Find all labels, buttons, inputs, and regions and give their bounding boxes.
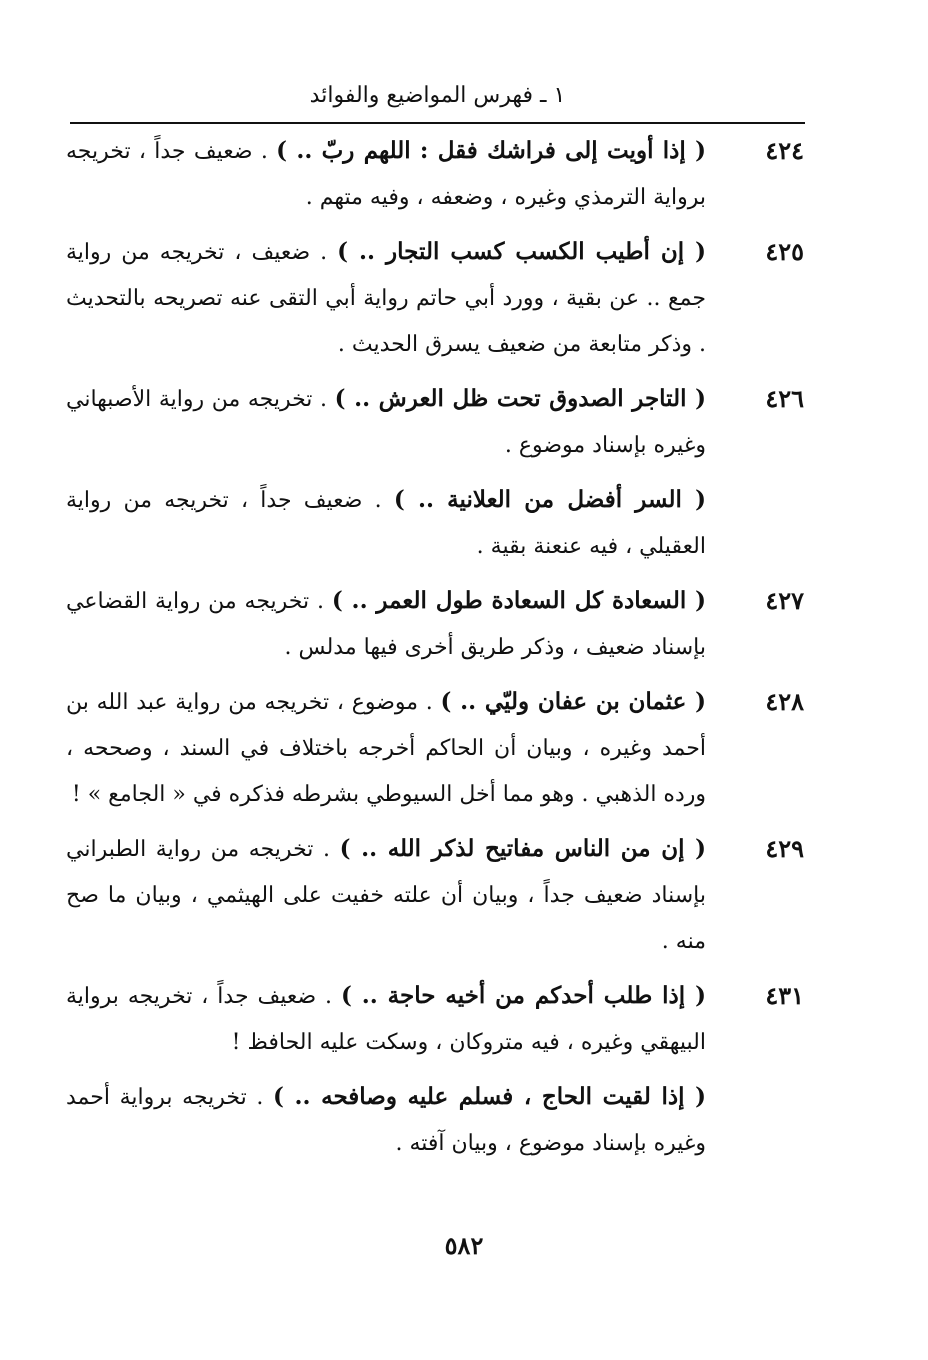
- entry-text: . موضوع ، تخريجه من رواية عبد الله بن أحمد وغيره ، وبيان أن الحاكم أخرجه باختلاف في السند ، وصححه ، ورده الذهبي . وهو مما أخل السيوطي بشرطه فذكره في « الجامع » !: [66, 690, 706, 807]
- entry-number: ٤٣١: [765, 981, 804, 1010]
- index-entry: [66, 1074, 814, 1167]
- entry-body: [66, 679, 706, 818]
- index-entry: [66, 826, 814, 965]
- header-divider: [70, 122, 805, 124]
- entry-body: [66, 826, 706, 965]
- hadith-title: ( إذا أويت إلى فراشك فقل : اللهم ربّ .. ): [276, 137, 707, 164]
- hadith-title: ( إذا طلب أحدكم من أخيه حاجة .. ): [340, 982, 706, 1009]
- index-entries: [66, 128, 814, 1175]
- page-number: ٥٨٢: [444, 1231, 484, 1260]
- entry-text: . تخريجه من رواية الطبراني بإسناد ضعيف جداً ، وبيان أن علته خفيت على الهيثمي ، وبيان ما صح منه .: [66, 837, 706, 954]
- hadith-title: ( عثمان بن عفان وليّي .. ): [440, 688, 706, 715]
- hadith-title: ( إن من الناس مفاتيح لذكر الله .. ): [339, 835, 707, 862]
- entry-number: ٤٢٥: [765, 237, 804, 266]
- index-entry: [66, 973, 814, 1066]
- entry-number: ٤٢٩: [765, 834, 804, 863]
- entry-body: [66, 578, 706, 671]
- entry-text: . تخريجه من رواية القضاعي بإسناد ضعيف ، وذكر طريق أخرى فيها مدلس .: [66, 589, 706, 660]
- hadith-title: ( التاجر الصدوق تحت ظل العرش .. ): [334, 385, 706, 412]
- hadith-title: ( إذا لقيت الحاج ، فسلم عليه وصافحه .. ): [272, 1083, 706, 1110]
- index-entry: [66, 229, 814, 368]
- index-entry: [66, 376, 814, 469]
- entry-body: [66, 376, 706, 469]
- entry-number: ٤٢٧: [765, 586, 804, 615]
- entry-body: [66, 229, 706, 368]
- entry-body: [66, 477, 706, 570]
- entry-number: ٤٢٨: [765, 687, 804, 716]
- index-entry: [66, 128, 814, 221]
- index-entry: [66, 477, 814, 570]
- entry-body: [66, 1074, 706, 1167]
- entry-body: [66, 973, 706, 1066]
- entry-body: [66, 128, 706, 221]
- index-entry: [66, 679, 814, 818]
- entry-number: ٤٢٦: [765, 384, 804, 413]
- entry-text: . ضعيف جداً ، تخريجه برواية الترمذي وغيره ، وضعفه ، وفيه متهم .: [66, 139, 706, 210]
- hadith-title: ( إن أطيب الكسب كسب التجار .. ): [337, 238, 707, 265]
- page-header: ١ ـ فهرس المواضيع والفوائد: [309, 83, 566, 108]
- entry-text: . ضعيف جداً ، تخريجه من رواية العقيلي ، فيه عنعنة بقية .: [66, 488, 706, 559]
- entry-number: ٤٢٤: [765, 136, 804, 165]
- index-entry: [66, 578, 814, 671]
- hadith-title: ( السعادة كل السعادة طول العمر .. ): [331, 587, 706, 614]
- hadith-title: ( السر أفضل من العلانية .. ): [393, 486, 706, 513]
- entry-text: . ضعيف جداً ، تخريجه برواية البيهقي وغيره ، فيه متروكان ، وسكت عليه الحافظ !: [66, 984, 706, 1055]
- entry-text: . تخريجه من رواية الأصبهاني وغيره بإسناد موضوع .: [66, 387, 706, 458]
- entry-text: . ضعيف ، تخريجه من رواية جمع .. عن بقية ، وورد أبي حاتم رواية أبي التقى عنه تصريحه بالتحديث . وذكر متابعة من ضعيف يسرق الحديث .: [66, 240, 706, 357]
- entry-text: . تخريجه برواية أحمد وغيره بإسناد موضوع ، وبيان آفته .: [66, 1085, 706, 1156]
